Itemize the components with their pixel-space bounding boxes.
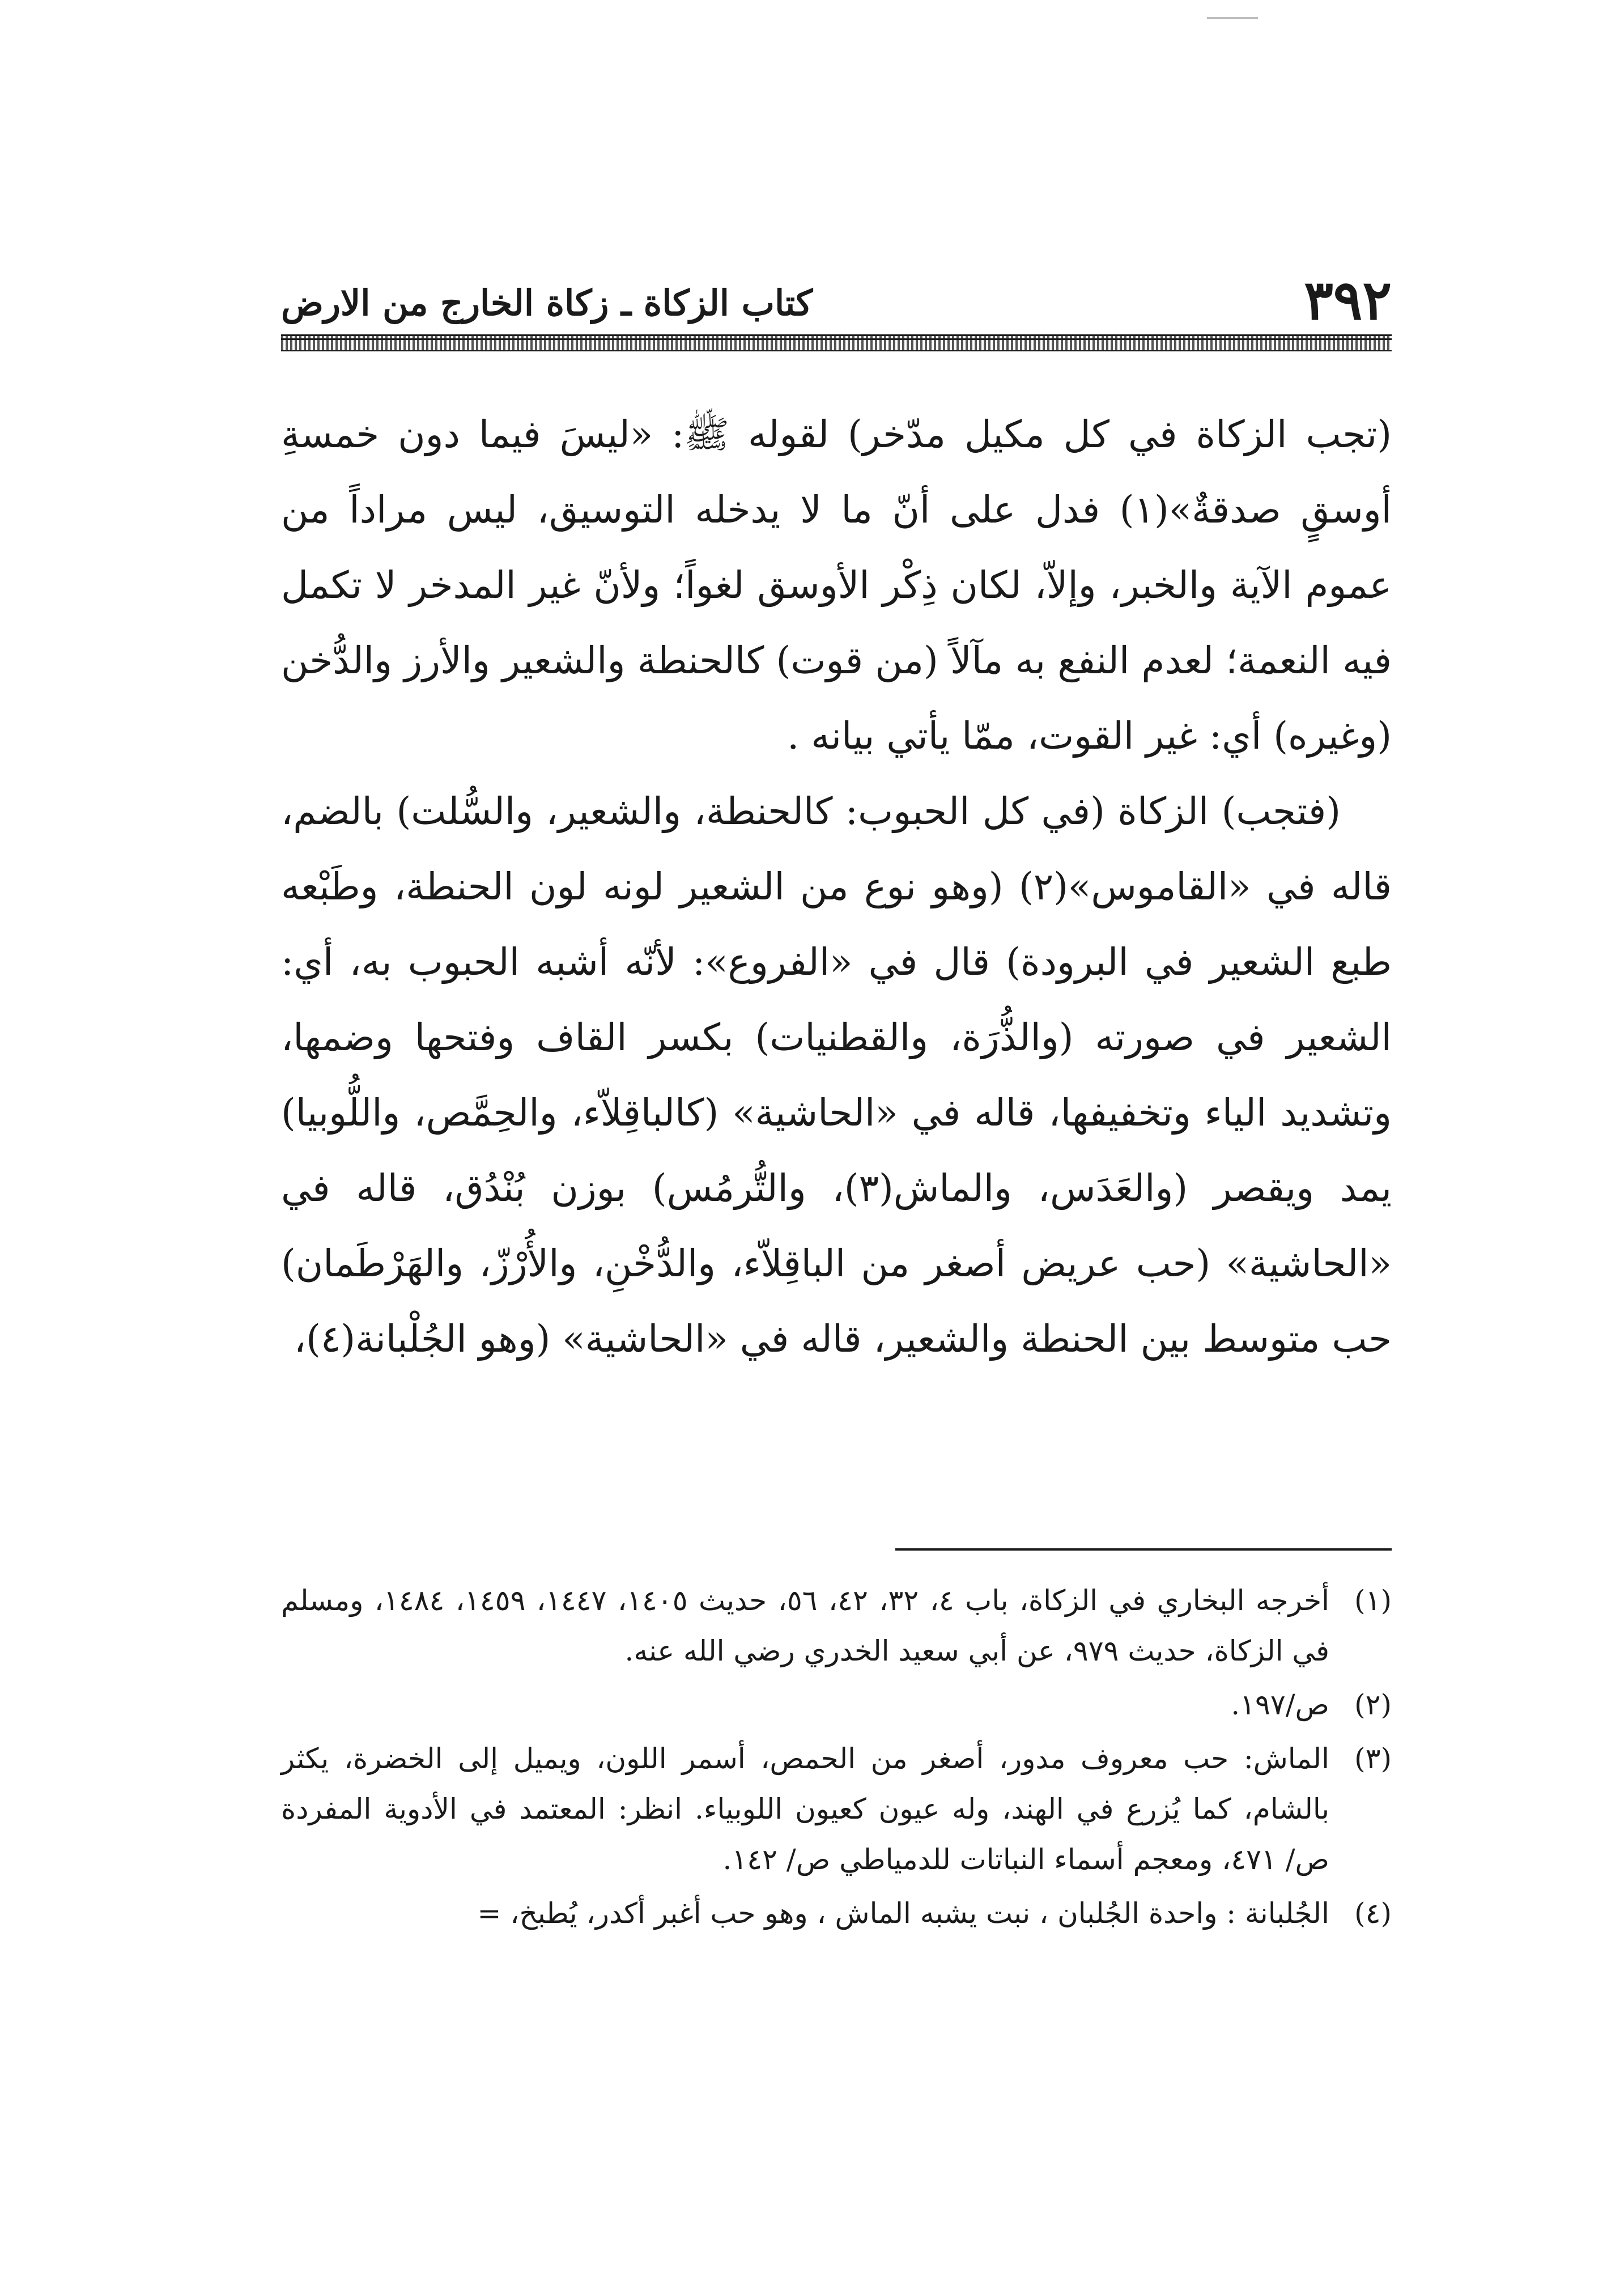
page-number: ٣٩٢ — [1304, 268, 1392, 332]
page-header — [281, 266, 1392, 334]
footnote-number: (٢) — [1354, 1688, 1392, 1721]
scan-mark — [1207, 17, 1258, 19]
footnote-number: (١) — [1354, 1584, 1392, 1617]
footnote-3 — [281, 1734, 1392, 1885]
footnote-number: (٤) — [1354, 1897, 1392, 1930]
footnotes — [281, 1576, 1392, 1942]
footnote-text: أخرجه البخاري في الزكاة، باب ٤، ٣٢، ٤٢، ٥٦، حديث ١٤٠٥، ١٤٤٧، ١٤٥٩، ١٤٨٤، ومسلم في الزكاة، حديث ٩٧٩، عن أبي سعيد الخدري رضي الله عنه. — [281, 1584, 1330, 1667]
footnote-1 — [281, 1576, 1392, 1676]
footnote-separator — [895, 1548, 1392, 1551]
paragraph-1: (تجب الزكاة في كل مكيل مدّخر) لقوله ﷺ: «ليسَ فيما دون خمسةِ أوسقٍ صدقةٌ»(١) فدل على أنّ ما لا يدخله التوسيق، ليس مراداً من عموم الآية والخبر، وإلاّ، لكان ذِكْر الأوسق لغواً؛ ولأنّ غير المدخر لا تكمل فيه النعمة؛ لعدم النفع به مآلاً (من قوت) كالحنطة والشعير والأرز والدُّخن (وغيره) أي: غير القوت، ممّا يأتي بيانه . — [281, 413, 1392, 758]
footnote-text: ص/١٩٧. — [1231, 1688, 1329, 1721]
footnote-number: (٣) — [1354, 1742, 1392, 1775]
header-rule — [281, 334, 1392, 351]
running-title: كتاب الزكاة ـ زكاة الخارج من الارض — [281, 282, 813, 324]
footnote-text: الماش: حب معروف مدور، أصغر من الحمص، أسمر اللون، ويميل إلى الخضرة، يكثر بالشام، كما يُزرع في الهند، وله عيون كعيون اللوبياء. انظر: المعتمد في الأدوية المفردة ص/ ٤٧١، ومعجم أسماء النباتات للدمياطي ص/ ١٤٢. — [281, 1742, 1329, 1876]
footnote-text: الجُلبانة : واحدة الجُلبان ، نبت يشبه الماش ، وهو حب أغبر أكدر، يُطبخ، = — [477, 1897, 1329, 1930]
footnote-2 — [281, 1680, 1392, 1730]
paragraph-2: (فتجب) الزكاة (في كل الحبوب: كالحنطة، والشعير، والسُّلت) بالضم، قاله في «القاموس»(٢) (وهو نوع من الشعير لونه لون الحنطة، وطَبْعه طبع الشعير في البرودة) قال في «الفروع»: لأنّه أشبه الحبوب به، أي: الشعير في صورته (والذُّرَة، والقطنيات) بكسر القاف وفتحها وضمها، وتشديد الياء وتخفيفها، قاله في «الحاشية» (كالباقِلاّء، والحِمَّص، واللُّوبيا) يمد ويقصر (والعَدَس، والماش(٣)، والتُّرمُس) بوزن بُنْدُق، قاله في «الحاشية» (حب عريض أصغر من الباقِلاّء، والدُّخْنِ، والأُرْزّ، والهَرْطَمان) حب متوسط بين الحنطة والشعير، قاله في «الحاشية» (وهو الجُلْبانة(٤)، — [281, 789, 1392, 1361]
footnote-4 — [281, 1888, 1392, 1939]
main-text — [281, 397, 1392, 1377]
